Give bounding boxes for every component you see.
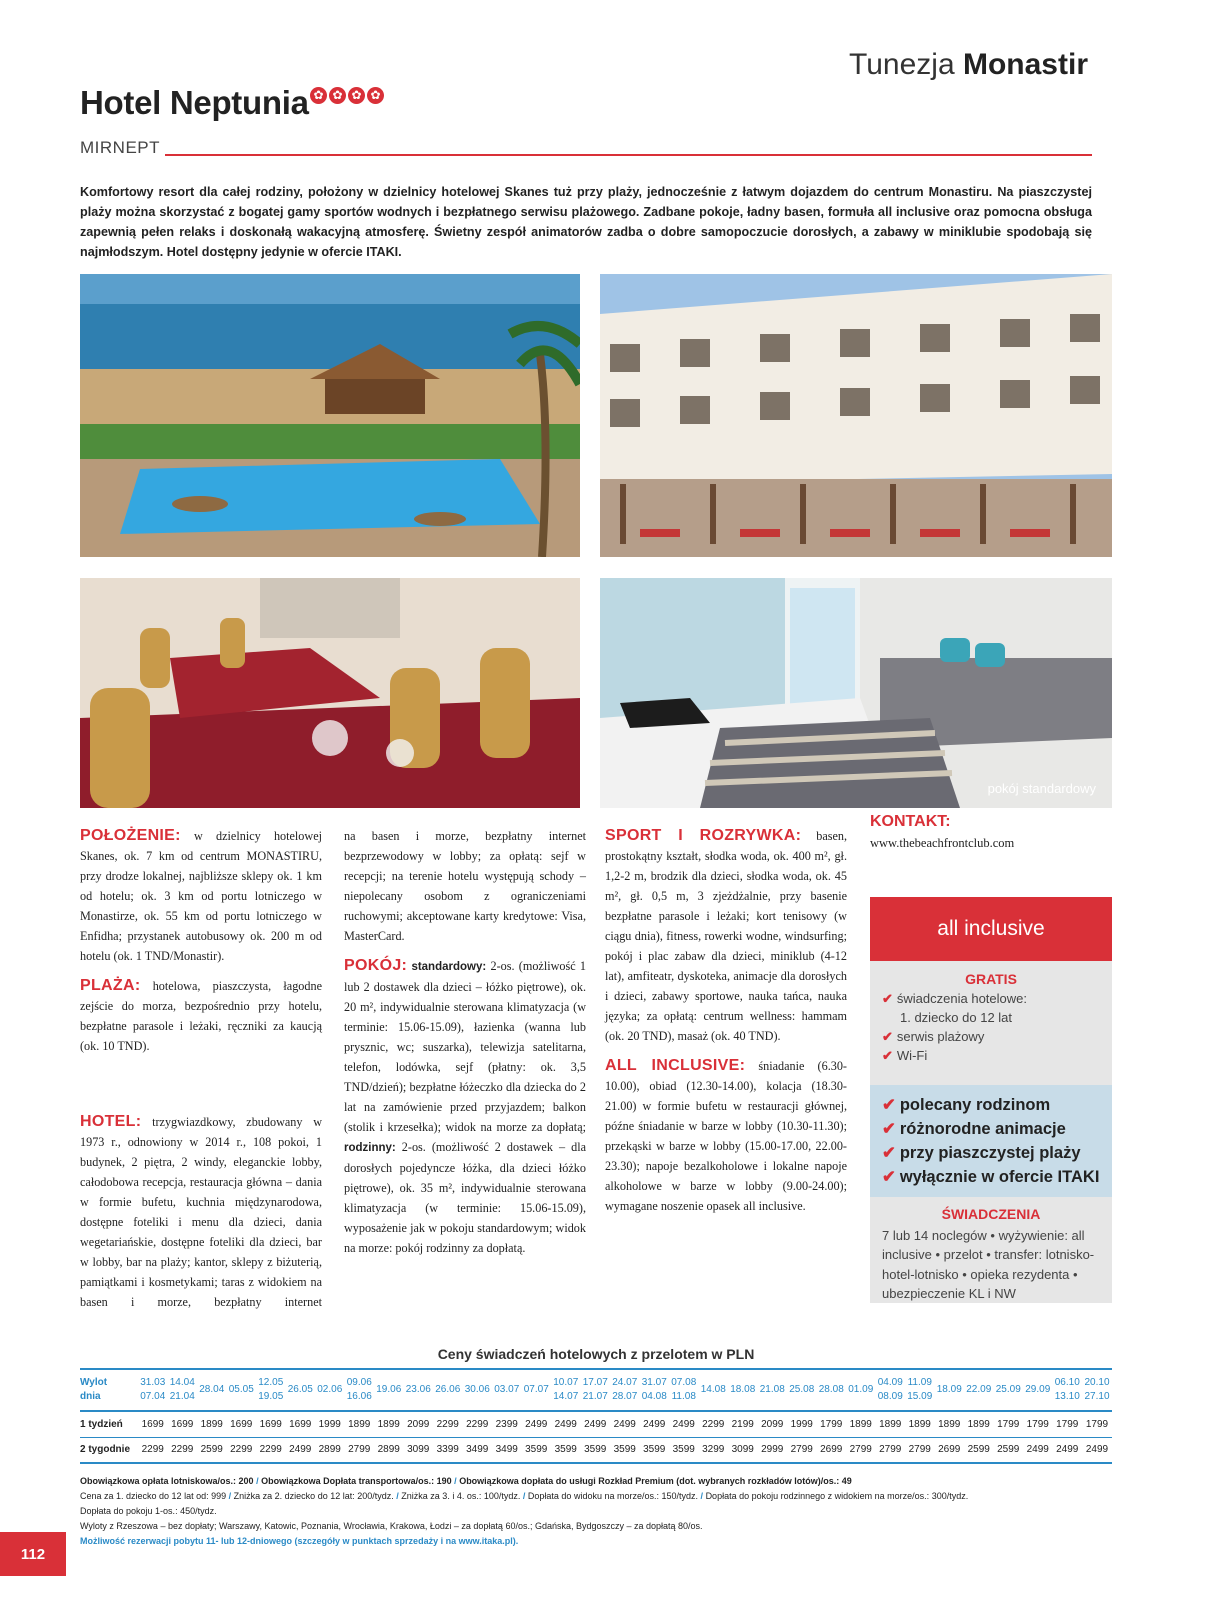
check-icon: ✔ xyxy=(882,1168,896,1186)
departure-date-cell: 29.09 xyxy=(1023,1369,1053,1411)
price-cell-2-weeks: 3399 xyxy=(433,1437,463,1463)
price-cell-2-weeks: 2899 xyxy=(315,1437,345,1463)
departure-date-cell: 31.07 04.08 xyxy=(640,1369,670,1411)
price-cell-2-weeks: 2599 xyxy=(964,1437,994,1463)
departure-date-cell: 04.09 08.09 xyxy=(876,1369,906,1411)
section-pokoj-title: POKÓJ: xyxy=(344,957,408,974)
departure-date-cell: 28.08 xyxy=(817,1369,847,1411)
check-icon: ✔ xyxy=(882,991,893,1006)
header-region-name: Monastir xyxy=(962,48,1088,81)
column-room xyxy=(344,826,586,1268)
price-cell-2-weeks: 3499 xyxy=(492,1437,522,1463)
price-cell-2-weeks: 2799 xyxy=(787,1437,817,1463)
price-cell-2-weeks: 2299 xyxy=(168,1437,198,1463)
price-cell-2-weeks: 2899 xyxy=(374,1437,404,1463)
feature-item: ✔ przy piaszczystej plaży xyxy=(882,1144,1081,1162)
price-cell-2-weeks: 2299 xyxy=(138,1437,168,1463)
departure-date-cell: 09.06 16.06 xyxy=(345,1369,375,1411)
departure-date-cell: 28.04 xyxy=(197,1369,227,1411)
price-cell-2-weeks: 2799 xyxy=(345,1437,375,1463)
price-cell-1-week: 1699 xyxy=(138,1411,168,1437)
departure-date-cell: 31.03 07.04 xyxy=(138,1369,168,1411)
departure-date-cell: 01.09 xyxy=(846,1369,876,1411)
price-cell-2-weeks: 2599 xyxy=(994,1437,1024,1463)
price-cell-1-week: 2299 xyxy=(699,1411,729,1437)
photo-beach-pool xyxy=(80,274,580,557)
departure-date-cell: 22.09 xyxy=(964,1369,994,1411)
room-standard-text: 2-os. (możliwość 1 lub 2 dostawek dla dzieci – łóżko piętrowe), ok. 20 m², indywidualnie sterowana klimatyzacja (w terminie: 15.06-15.09), łazienka (wanna lub prysznic, wc; suszarka), telewizja satelitarna, telefon, lodówka, sejf (płatny: ok. 3,5 TND/dzień); bezpłatne łóżeczko dla dziecka do 2 lat na zamówienie przed przyjazdem; balkon (stolik i krzesełka); widok na morze za dopłatą; xyxy=(344,959,587,1134)
price-cell-1-week: 2299 xyxy=(463,1411,493,1437)
room-family-text: 2-os. (możliwość 2 dostawek – dla dorosłych pojedyncze łóżka, dla dzieci łóżko piętrowe), ok. 35 m², indywidualnie sterowana klimatyzacja (w terminie: 15.06-15.09), wyposażenie jak w pokoju standardowym; widok na morze: pokój rodzinny za dopłatą. xyxy=(344,1140,586,1255)
section-sport-title: SPORT I ROZRYWKA: xyxy=(605,827,802,844)
price-cell-1-week: 1799 xyxy=(1023,1411,1053,1437)
price-cell-1-week: 1899 xyxy=(876,1411,906,1437)
feature-item: ✔ polecany rodzinom xyxy=(882,1096,1051,1114)
price-cell-2-weeks: 2499 xyxy=(1053,1437,1083,1463)
price-cell-1-week: 2499 xyxy=(581,1411,611,1437)
header-region xyxy=(849,48,1088,82)
section-hotel-continued: na basen i morze, bezpłatny internet bezprzewodowy w lobby; za opłatą: sejf w recepcji; na terenie hotelu występują schody – niepolecany osobom z ograniczeniami ruchowymi; akceptowane karty kredytowe: Visa, MasterCard. xyxy=(344,829,586,943)
gratis-item: 1. dziecko do 12 lat xyxy=(900,1010,1013,1025)
kontakt-title: KONTAKT: xyxy=(870,813,951,830)
price-cell-2-weeks: 2599 xyxy=(197,1437,227,1463)
departure-date-cell: 26.06 xyxy=(433,1369,463,1411)
price-row-label: 2 tygodnie xyxy=(80,1437,138,1463)
notes-line: Dopłata do pokoju 1-os.: 450/tydz. xyxy=(80,1506,217,1516)
price-row-dates xyxy=(80,1369,1112,1411)
price-cell-1-week: 2199 xyxy=(728,1411,758,1437)
section-allinclusive xyxy=(605,1056,847,1216)
swiadczenia-text: 7 lub 14 noclegów • wyżywienie: all inclusive • przelot • transfer: lotnisko-hotel-lotnisko • opieka rezydenta • ubezpieczenie KL i NW xyxy=(882,1227,1095,1301)
features-box xyxy=(870,1085,1112,1197)
price-cell-1-week: 2299 xyxy=(433,1411,463,1437)
price-cell-2-weeks: 3099 xyxy=(404,1437,434,1463)
departure-date-cell: 24.07 28.07 xyxy=(610,1369,640,1411)
column-sport xyxy=(605,826,847,1226)
swiadczenia-box xyxy=(870,1197,1112,1303)
price-cell-1-week: 1699 xyxy=(256,1411,286,1437)
price-cell-2-weeks: 2499 xyxy=(1023,1437,1053,1463)
column-location xyxy=(80,826,322,1066)
departure-date-cell: 14.04 21.04 xyxy=(168,1369,198,1411)
gratis-item: ✔ świadczenia hotelowe: xyxy=(882,991,1027,1006)
price-cell-2-weeks: 3599 xyxy=(551,1437,581,1463)
price-cell-1-week: 1899 xyxy=(197,1411,227,1437)
page-number: 112 xyxy=(0,1532,66,1576)
hotel-code: MIRNEPT xyxy=(80,138,160,157)
price-cell-2-weeks: 3599 xyxy=(581,1437,611,1463)
section-hotel-title: HOTEL: xyxy=(80,1113,142,1130)
column-hotel xyxy=(80,1112,322,1312)
price-cell-1-week: 1999 xyxy=(315,1411,345,1437)
price-cell-1-week: 1699 xyxy=(286,1411,316,1437)
kontakt-url[interactable]: www.thebeachfrontclub.com xyxy=(870,836,1015,850)
header-divider xyxy=(165,154,1092,156)
price-cell-1-week: 1699 xyxy=(227,1411,257,1437)
price-row-2-weeks xyxy=(80,1437,1112,1463)
price-row-label: Wylot dnia xyxy=(80,1369,138,1411)
star-icon: ✿ xyxy=(367,87,384,104)
star-icon: ✿ xyxy=(348,87,365,104)
price-cell-2-weeks: 2499 xyxy=(286,1437,316,1463)
gratis-box xyxy=(870,961,1112,1085)
departure-date-cell: 14.08 xyxy=(699,1369,729,1411)
departure-date-cell: 17.07 21.07 xyxy=(581,1369,611,1411)
section-plaza-text: hotelowa, piaszczysta, łagodne zejście do morza, bezpośrednio przy hotelu, bezpłatne parasole i leżaki, ręczniki za kaucją (ok. 10 TND). xyxy=(80,979,323,1053)
price-table-title: Ceny świadczeń hotelowych z przelotem w PLN xyxy=(437,1346,755,1362)
departure-date-cell: 06.10 13.10 xyxy=(1053,1369,1083,1411)
section-pokoj xyxy=(344,956,586,1258)
room-family-label: rodzinny: xyxy=(344,1142,396,1154)
room-standard-label: standardowy: xyxy=(411,961,487,973)
price-cell-2-weeks: 2699 xyxy=(817,1437,847,1463)
departure-date-cell: 05.05 xyxy=(227,1369,257,1411)
departure-date-cell: 10.07 14.07 xyxy=(551,1369,581,1411)
price-notes xyxy=(80,1474,1112,1549)
price-cell-2-weeks: 2799 xyxy=(876,1437,906,1463)
price-cell-2-weeks: 3599 xyxy=(669,1437,699,1463)
departure-date-cell: 07.08 11.08 xyxy=(669,1369,699,1411)
check-icon: ✔ xyxy=(882,1096,896,1114)
price-cell-1-week: 1899 xyxy=(374,1411,404,1437)
section-plaza xyxy=(80,976,322,1056)
section-allinclusive-title: ALL INCLUSIVE: xyxy=(605,1057,746,1074)
gratis-item: ✔ Wi-Fi xyxy=(882,1048,928,1063)
departure-date-cell: 20.10 27.10 xyxy=(1082,1369,1112,1411)
price-cell-2-weeks: 2499 xyxy=(1082,1437,1112,1463)
departure-date-cell: 30.06 xyxy=(463,1369,493,1411)
price-cell-1-week: 2499 xyxy=(669,1411,699,1437)
photo-restaurant xyxy=(80,578,580,808)
price-cell-1-week: 1799 xyxy=(1082,1411,1112,1437)
price-cell-1-week: 1899 xyxy=(964,1411,994,1437)
price-cell-1-week: 1799 xyxy=(817,1411,847,1437)
section-plaza-title: PLAŻA: xyxy=(80,977,141,994)
price-cell-2-weeks: 3499 xyxy=(463,1437,493,1463)
photo-hotel-building xyxy=(600,274,1112,557)
departure-date-cell: 18.08 xyxy=(728,1369,758,1411)
price-cell-1-week: 2499 xyxy=(610,1411,640,1437)
departure-date-cell: 02.06 xyxy=(315,1369,345,1411)
price-cell-2-weeks: 2799 xyxy=(846,1437,876,1463)
section-hotel xyxy=(80,1112,322,1312)
header-country: Tunezja xyxy=(849,48,955,81)
departure-date-cell: 19.06 xyxy=(374,1369,404,1411)
section-allinclusive-text: śniadanie (6.30-10.00), obiad (12.30-14.00), kolacja (18.30-21.00) w formie bufetu w restauracji głównej, późne śniadanie w barze w lobby (10.30-11.30); przekąski w barze w lobby (15.00-17.00, 22.00-23.30); napoje bezalkoholowe i lokalne napoje alkoholowe w barze w lobby (9.00-24.00); wymagane noszenie opasek all inclusive. xyxy=(605,1059,847,1213)
check-icon: ✔ xyxy=(882,1029,893,1044)
price-cell-2-weeks: 2299 xyxy=(256,1437,286,1463)
price-cell-2-weeks: 3599 xyxy=(522,1437,552,1463)
room-caption: pokój standardowy xyxy=(987,781,1096,796)
gratis-title: GRATIS xyxy=(965,971,1017,987)
star-icon: ✿ xyxy=(310,87,327,104)
check-icon: ✔ xyxy=(882,1048,893,1063)
price-cell-1-week: 1699 xyxy=(168,1411,198,1437)
price-cell-2-weeks: 2299 xyxy=(227,1437,257,1463)
section-sport xyxy=(605,826,847,1046)
check-icon: ✔ xyxy=(882,1144,896,1162)
departure-date-cell: 18.09 xyxy=(935,1369,965,1411)
departure-date-cell: 25.09 xyxy=(994,1369,1024,1411)
price-cell-2-weeks: 2999 xyxy=(758,1437,788,1463)
star-icon: ✿ xyxy=(329,87,346,104)
price-cell-2-weeks: 3599 xyxy=(640,1437,670,1463)
section-hotel-text: trzygwiazdkowy, zbudowany w 1973 r., odnowiony w 2014 r., 108 pokoi, 1 budynek, 2 piętra, 2 windy, eleganckie lobby, całodobowa recepcja, restauracja główna – dania w formie bufetu, kuchnia międzynarodowa, dostępne foteliki i menu dla dzieci, dania wegetariańskie, dostępne foteliki dla dzieci, bar w lobby, bar na plaży; kantor, sklepy z biżuterią, pamiątkami i kosmetykami; taras z widokiem na basen i morze, bezpłatny internet xyxy=(80,1115,322,1309)
section-polozenie-title: POŁOŻENIE: xyxy=(80,827,181,844)
price-cell-1-week: 2399 xyxy=(492,1411,522,1437)
hotel-stars xyxy=(310,87,384,104)
price-table xyxy=(80,1368,1112,1464)
hotel-title: Hotel Neptunia xyxy=(80,84,309,121)
notes-line: Cena za 1. dziecko do 12 lat od: 999 / Zniżka za 2. dziecko do 12 lat: 200/tydz. / Zniżka za 3. i 4. os.: 100/tydz. / Dopłata do widoku na morze/os.: 150/tydz. / Dopłata do pokoju rodzinnego z widokiem na morze/os.: 300/tydz. xyxy=(80,1491,969,1501)
price-cell-1-week: 2499 xyxy=(551,1411,581,1437)
price-cell-1-week: 1999 xyxy=(787,1411,817,1437)
price-cell-1-week: 1799 xyxy=(994,1411,1024,1437)
notes-line: Możliwość rezerwacji pobytu 11- lub 12-dniowego (szczegóły w punktach sprzedaży i na www.itaka.pl). xyxy=(80,1536,519,1546)
hotel-intro: Komfortowy resort dla całej rodziny, położony w dzielnicy hotelowej Skanes tuż przy plaży, jednocześnie z łatwym dojazdem do centrum Monastiru. Na piaszczystej plaży można skorzystać z bogatej gamy sportów wodnych i bezpłatnego serwisu plażowego. Zadbane pokoje, ładny basen, formuła all inclusive oraz pomocna obsługa zapewnią pełen relaks i doskonałą wakacyjną atmosferę. Świetny zespół animatorów zadba o dobre samopoczucie dorosłych, a zabawy w miniklubie spodobają się najmłodszym. Hotel dostępny jedynie w ofercie ITAKI. xyxy=(80,185,1092,259)
section-sport-text: basen, prostokątny kształt, słodka woda, ok. 400 m², gł. 1,2-2 m, brodzik dla dzieci, słodka woda, ok. 45 m², gł. 0,5 m, 3 zjeżdżalnie, przy basenie bezpłatne parasole i leżaki; kort tenisowy (w ciągu dnia), fitness, rowerki wodne, windsurfing; pokój i plac zabaw dla dzieci, miniklub (4-12 lat), amfiteatr, dyskoteka, animacje dla dorosłych i dzieci, zabawy sportowe, nauka tańca, nauka języka; za opłatą: centrum wellness: hammam (ok. 20 TND), masaż (ok. 40 TND). xyxy=(605,829,848,1043)
departure-date-cell: 23.06 xyxy=(404,1369,434,1411)
price-row-label: 1 tydzień xyxy=(80,1411,138,1437)
section-polozenie xyxy=(80,826,322,966)
feature-item: ✔ różnorodne animacje xyxy=(882,1120,1066,1138)
price-cell-1-week: 1899 xyxy=(846,1411,876,1437)
price-row-1-week xyxy=(80,1411,1112,1437)
price-cell-1-week: 1899 xyxy=(905,1411,935,1437)
swiadczenia-title: ŚWIADCZENIA xyxy=(941,1206,1041,1222)
departure-date-cell: 03.07 xyxy=(492,1369,522,1411)
price-cell-1-week: 2499 xyxy=(640,1411,670,1437)
board-type-box: all inclusive xyxy=(870,897,1112,961)
gratis-item: ✔ serwis plażowy xyxy=(882,1029,985,1044)
section-polozenie-text: w dzielnicy hotelowej Skanes, ok. 7 km od centrum MONASTIRU, przy drodze lokalnej, najbliższe sklepy ok. 1 km od hotelu; ok. 3 km od portu lotniczego w Monastirze, ok. 55 km od portu lotniczego w Enfidha; przystanek autobusowy ok. 200 m od hotelu (ok. 1 TND/Monastir). xyxy=(80,829,323,963)
departure-date-cell: 25.08 xyxy=(787,1369,817,1411)
price-cell-1-week: 1899 xyxy=(345,1411,375,1437)
price-cell-1-week: 2099 xyxy=(404,1411,434,1437)
departure-date-cell: 11.09 15.09 xyxy=(905,1369,935,1411)
feature-item: ✔ wyłącznie w ofercie ITAKI xyxy=(882,1168,1100,1186)
price-cell-2-weeks: 3099 xyxy=(728,1437,758,1463)
departure-date-cell: 21.08 xyxy=(758,1369,788,1411)
price-cell-1-week: 1899 xyxy=(935,1411,965,1437)
price-cell-1-week: 1799 xyxy=(1053,1411,1083,1437)
departure-date-cell: 26.05 xyxy=(286,1369,316,1411)
price-cell-2-weeks: 2799 xyxy=(905,1437,935,1463)
check-icon: ✔ xyxy=(882,1120,896,1138)
photo-standard-room xyxy=(600,578,1112,808)
price-cell-1-week: 2499 xyxy=(522,1411,552,1437)
notes-line: Obowiązkowa opłata lotniskowa/os.: 200 / Obowiązkowa Dopłata transportowa/os.: 190 / Obowiązkowa dopłata do usługi Rozkład Premium (dot. wybranych rozkładów lotów)/os.: 49 xyxy=(80,1476,852,1486)
price-cell-2-weeks: 3599 xyxy=(610,1437,640,1463)
price-cell-2-weeks: 3299 xyxy=(699,1437,729,1463)
price-cell-1-week: 2099 xyxy=(758,1411,788,1437)
price-cell-2-weeks: 2699 xyxy=(935,1437,965,1463)
notes-line: Wyloty z Rzeszowa – bez dopłaty; Warszawy, Katowic, Poznania, Wrocławia, Krakowa, Łodzi – za dopłatą 60/os.; Gdańska, Bydgoszczy – za dopłatą 80/os. xyxy=(80,1521,703,1531)
departure-date-cell: 12.05 19.05 xyxy=(256,1369,286,1411)
departure-date-cell: 07.07 xyxy=(522,1369,552,1411)
